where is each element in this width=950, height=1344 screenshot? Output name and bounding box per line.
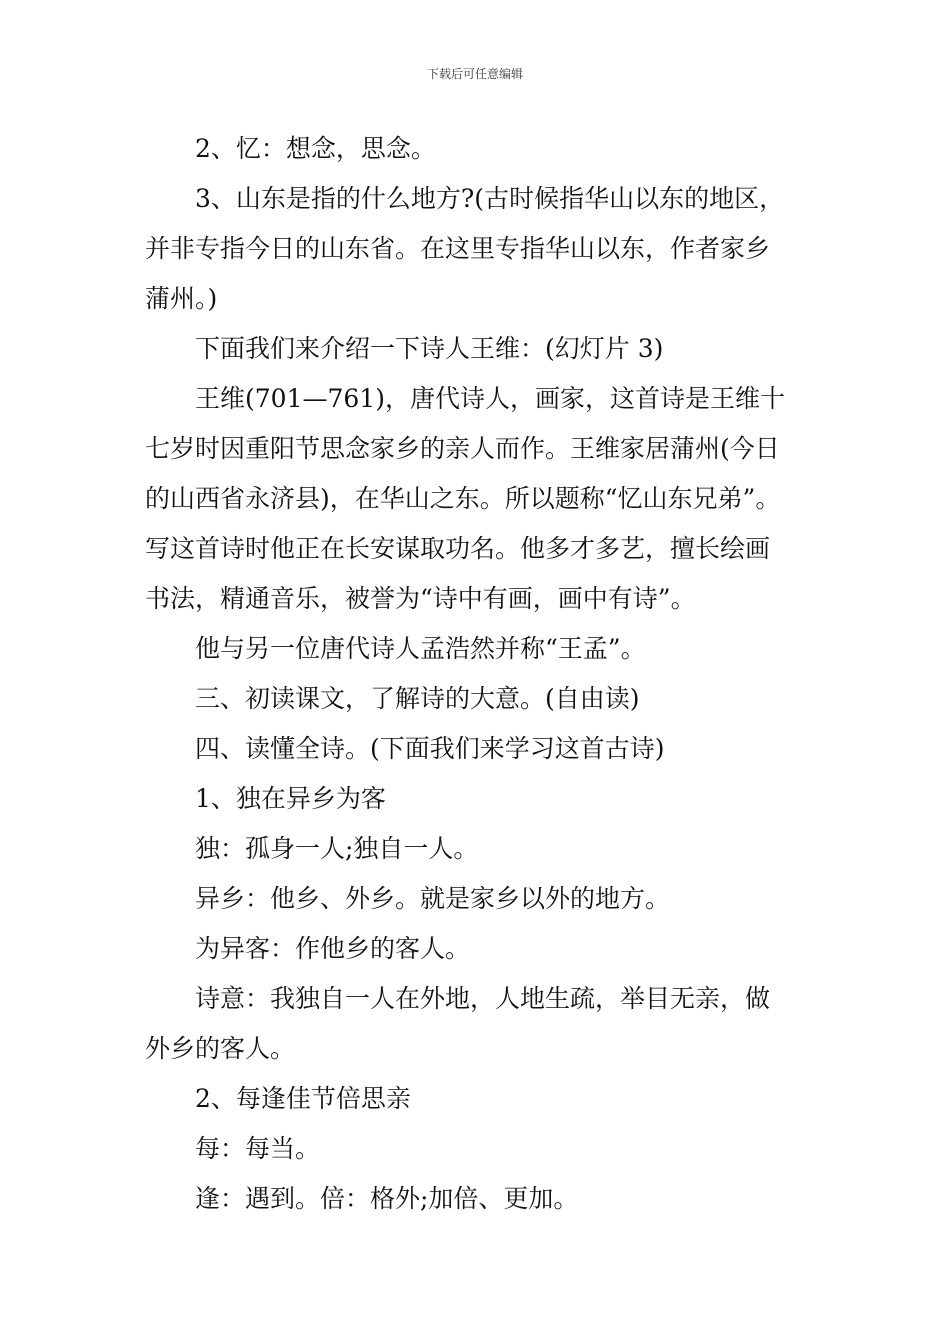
definition-yixiang	[145, 874, 825, 924]
text-line: 王维(701—761)，唐代诗人，画家，这首诗是王维十	[195, 384, 785, 413]
paragraph-yi-definition	[145, 124, 825, 174]
paragraph-poem-meaning	[145, 974, 825, 1074]
page-header: 下载后可任意编辑	[426, 67, 523, 81]
definition-du	[145, 824, 825, 874]
text-line: 的山西省永济县)，在华山之东。所以题称“忆山东兄弟”。	[145, 484, 781, 513]
text-line: 并非专指今日的山东省。在这里专指华山以东，作者家乡	[145, 234, 771, 263]
text-line: 1、独在异乡为客	[195, 784, 386, 813]
text-line: 独：孤身一人;独自一人。	[195, 834, 479, 863]
text-line: 蒲州。)	[145, 284, 218, 313]
document-body	[145, 124, 825, 1224]
paragraph-introduce-poet	[145, 324, 825, 374]
text-line: 异乡：他乡、外乡。就是家乡以外的地方。	[195, 884, 671, 913]
text-line: 三、初读课文，了解诗的大意。(自由读)	[195, 684, 640, 713]
text-line: 每：每当。	[195, 1134, 321, 1163]
definition-weiyike	[145, 924, 825, 974]
paragraph-wangwei-bio	[145, 374, 825, 624]
text-line: 2、忆：想念，思念。	[195, 134, 436, 163]
text-line: 2、每逢佳节倍思亲	[195, 1084, 411, 1113]
paragraph-wangmeng	[145, 624, 825, 674]
definition-feng-bei	[145, 1174, 825, 1224]
definition-mei	[145, 1124, 825, 1174]
text-line: 写这首诗时他正在长安谋取功名。他多才多艺，擅长绘画	[145, 534, 771, 563]
paragraph-shandong-meaning	[145, 174, 825, 324]
text-line: 四、读懂全诗。(下面我们来学习这首古诗)	[195, 734, 665, 763]
text-line: 3、山东是指的什么地方?(古时候指华山以东的地区，	[195, 184, 785, 213]
text-line: 为异客：作他乡的客人。	[195, 934, 471, 963]
text-line: 七岁时因重阳节思念家乡的亲人而作。王维家居蒲州(今日	[145, 434, 780, 463]
text-line: 下面我们来介绍一下诗人王维：(幻灯片 3)	[195, 334, 664, 363]
text-line: 逢：遇到。倍：格外;加倍、更加。	[195, 1184, 579, 1213]
poem-line-2	[145, 1074, 825, 1124]
section-heading-first-reading	[145, 674, 825, 724]
section-heading-understand-poem	[145, 724, 825, 774]
text-line: 外乡的客人。	[145, 1034, 296, 1063]
text-line: 他与另一位唐代诗人孟浩然并称“王孟”。	[195, 634, 646, 663]
poem-line-1	[145, 774, 825, 824]
text-line: 诗意：我独自一人在外地，人地生疏，举目无亲，做	[195, 984, 771, 1013]
text-line: 书法，精通音乐，被誉为“诗中有画，画中有诗”。	[145, 584, 696, 613]
